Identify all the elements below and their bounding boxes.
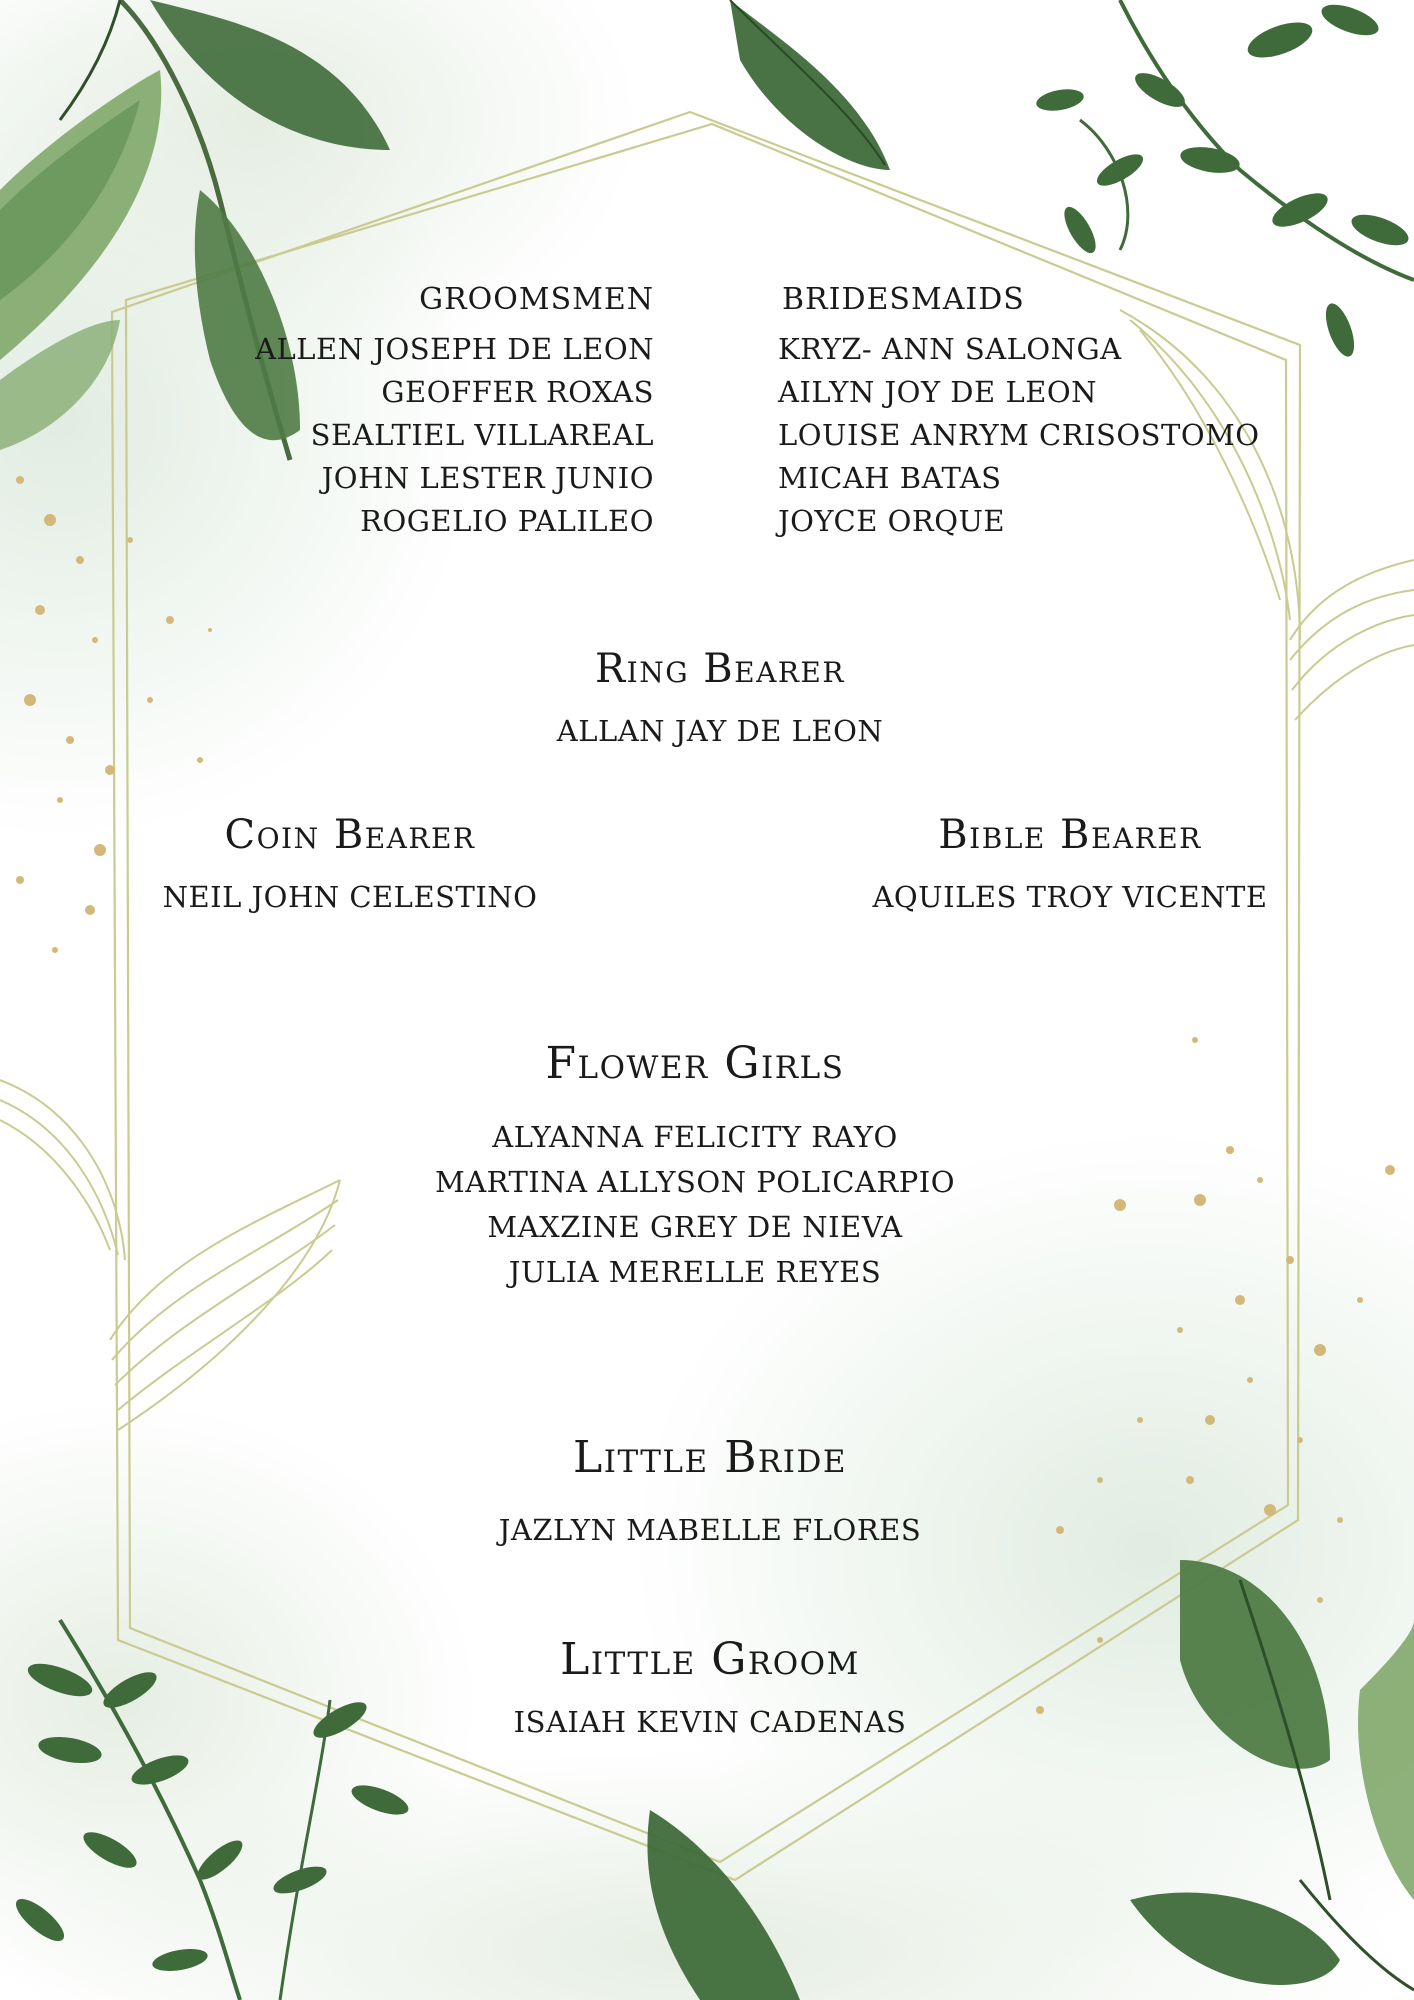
bridesmaid-name: JOYCE ORQUE [778, 504, 1006, 538]
flower-girls-heading: Flower Girls [545, 1038, 845, 1089]
ring-bearer-heading: Ring Bearer [595, 646, 845, 692]
little-groom-heading: Little Groom [560, 1634, 860, 1685]
flower-girls-section [405, 1038, 985, 1295]
little-bride-section [420, 1432, 1000, 1547]
leaves-bottom-right [1130, 1560, 1414, 1990]
bridesmaid-name: KRYZ- ANN SALONGA [778, 332, 1122, 366]
sprigs-top-right [1035, 0, 1414, 360]
groomsmen-list [200, 328, 654, 543]
coin-bearer-name: NEIL JOHN CELESTINO [162, 880, 538, 914]
bridesmaids-heading: BRIDESMAIDS [782, 282, 1025, 317]
leaf-top-center [730, 0, 890, 170]
ring-bearer-section [450, 646, 990, 748]
little-bride-heading: Little Bride [573, 1432, 847, 1483]
little-groom-name: ISAIAH KEVIN CADENAS [513, 1705, 907, 1739]
coin-bearer-heading: Coin Bearer [224, 812, 476, 858]
flower-girl-name: MAXZINE GREY DE NIEVA [487, 1210, 903, 1244]
bible-bearer-section [850, 812, 1290, 914]
groomsman-name: ALLEN JOSEPH DE LEON [255, 332, 654, 366]
groomsman-name: ROGELIO PALILEO [360, 504, 654, 538]
bridesmaids-list [778, 328, 1260, 543]
flower-girls-list [405, 1115, 985, 1295]
bridesmaid-name: AILYN JOY DE LEON [778, 375, 1098, 409]
leaf-bottom-center [647, 1810, 800, 2000]
bible-bearer-heading: Bible Bearer [938, 812, 1202, 858]
bible-bearer-name: AQUILES TROY VICENTE [872, 880, 1268, 914]
bridesmaid-name: LOUISE ANRYM CRISOSTOMO [778, 418, 1260, 452]
little-bride-name: JAZLYN MABELLE FLORES [498, 1513, 922, 1547]
groomsman-name: GEOFFER ROXAS [381, 375, 654, 409]
coin-bearer-section [130, 812, 570, 914]
groomsman-name: SEALTIEL VILLAREAL [310, 418, 654, 452]
groomsmen-heading: GROOMSMEN [419, 282, 654, 317]
groomsman-name: JOHN LESTER JUNIO [321, 461, 654, 495]
flower-girl-name: JULIA MERELLE REYES [508, 1255, 882, 1289]
bridesmaid-name: MICAH BATAS [778, 461, 1002, 495]
little-groom-section [420, 1634, 1000, 1739]
outline-leaf-left [0, 1080, 340, 1430]
ring-bearer-name: ALLAN JAY DE LEON [556, 714, 884, 748]
flower-girl-name: ALYANNA FELICITY RAYO [492, 1120, 898, 1154]
flower-girl-name: MARTINA ALLYSON POLICARPIO [435, 1165, 955, 1199]
